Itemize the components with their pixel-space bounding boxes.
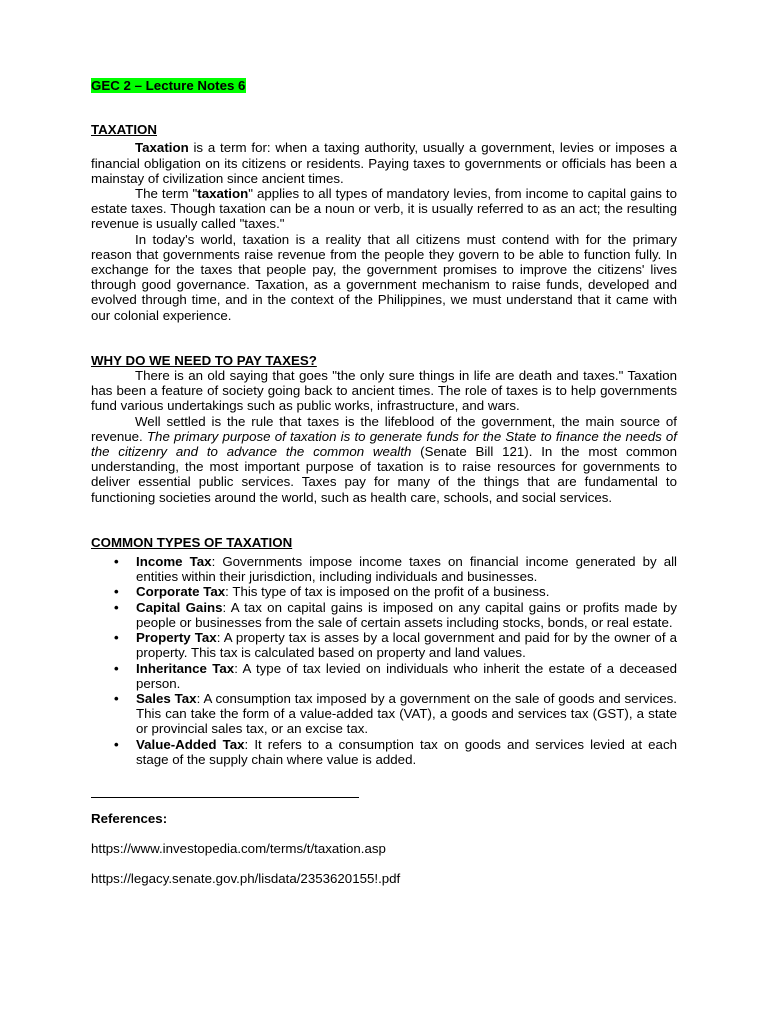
- paragraph-old-saying: There is an old saying that goes "the only sure things in life are death and taxes." Taxation has been a feature of society going back to ancient times. The role of taxes is to help governments fund various undertakings such as public works, infrastructure, and wars.: [91, 368, 677, 414]
- section-heading-types: COMMON TYPES OF TAXATION: [91, 534, 293, 550]
- bullet-icon: •: [114, 736, 119, 752]
- bullet-icon: •: [114, 660, 119, 676]
- term-taxation-bold: taxation: [197, 186, 249, 202]
- paragraph-taxation-term: The term "taxation" applies to all types of mandatory levies, from income to capital gains to estate taxes. Though taxation can be a noun or verb, it is usually referred to as an act; the resulting revenue is usually called "taxes.": [91, 186, 677, 232]
- quote-primary-purpose: The primary purpose of taxation is to generate funds for the State to finance the needs of the citizenry and to advance the common wealth: [91, 428, 677, 460]
- bullet-icon: •: [114, 690, 119, 706]
- list-item: • Income Tax: Governments impose income taxes on financial income generated by all entities within their jurisdiction, including individuals and businesses.: [114, 554, 678, 585]
- bullet-icon: •: [114, 599, 119, 615]
- section-taxation: [91, 122, 677, 323]
- section-types-of-taxation: [91, 535, 677, 767]
- list-item: • Capital Gains: A tax on capital gains is imposed on any capital gains or profits made by people or businesses from the sale of certain assets including stocks, bonds, or real estate.: [114, 599, 677, 630]
- references-heading: References:: [91, 810, 168, 826]
- document-page: [91, 78, 677, 887]
- reference-link-investopedia[interactable]: https://www.investopedia.com/terms/t/taxation.asp: [91, 841, 386, 857]
- reference-link-senate[interactable]: https://legacy.senate.gov.ph/lisdata/2353620155!.pdf: [91, 871, 401, 887]
- bullet-icon: •: [114, 630, 119, 646]
- list-item: • Sales Tax: A consumption tax imposed by a government on the sale of goods and services. This can take the form of a value-added tax (VAT), a goods and services tax (GST), a state or provincial sales tax, or an excise tax.: [114, 690, 677, 737]
- list-item: • Inheritance Tax: A type of tax levied on individuals who inherit the estate of a deceased person.: [114, 660, 677, 691]
- paragraph-taxation-definition: Taxation is a term for: when a taxing authority, usually a government, levies or imposes a financial obligation on its citizens or residents. Paying taxes to governments or officials has been a mainstay of civilization since ancient times.: [91, 140, 677, 186]
- section-heading-why: WHY DO WE NEED TO PAY TAXES?: [91, 352, 317, 368]
- list-item: • Property Tax: A property tax is asses by a local government and paid for by the owner of a property. This tax is calculated based on property and land values.: [114, 630, 677, 661]
- section-why-pay-taxes: [91, 353, 677, 505]
- paragraph-lifeblood: Well settled is the rule that taxes is the lifeblood of the government, the main source of revenue. The primary purpose of taxation is to generate funds for the State to finance the needs of the citizenry and to advance the common wealth (Senate Bill 121). In the most common understanding, the most important purpose of taxation is to raise resources for governments to deliver essential public services. Taxes pay for many of the things that are fundamental to functioning societies around the world, such as health care, schools, and social services.: [91, 413, 677, 505]
- bullet-icon: •: [114, 554, 119, 570]
- tax-types-list: [91, 554, 677, 767]
- term-taxation: Taxation: [135, 140, 189, 156]
- references-divider: [91, 797, 359, 798]
- bullet-icon: •: [114, 584, 119, 600]
- paragraph-taxation-today: In today's world, taxation is a reality that all citizens must contend with for the primary reason that governments raise revenue from the people they govern to be able to function fully. In exchange for the taxes that people pay, the government promises to improve the citizens' lives through good governance. Taxation, as a government mechanism to raise funds, developed and evolved through time, and in the context of the Philippines, we must understand that it came with our colonial experience.: [91, 231, 677, 323]
- list-item: • Value-Added Tax: It refers to a consumption tax on goods and services levied at each stage of the supply chain where value is added.: [114, 736, 677, 767]
- list-item: • Corporate Tax: This type of tax is imposed on the profit of a business.: [114, 584, 550, 600]
- document-title: GEC 2 – Lecture Notes 6: [91, 78, 246, 93]
- section-heading-taxation: TAXATION: [91, 122, 157, 138]
